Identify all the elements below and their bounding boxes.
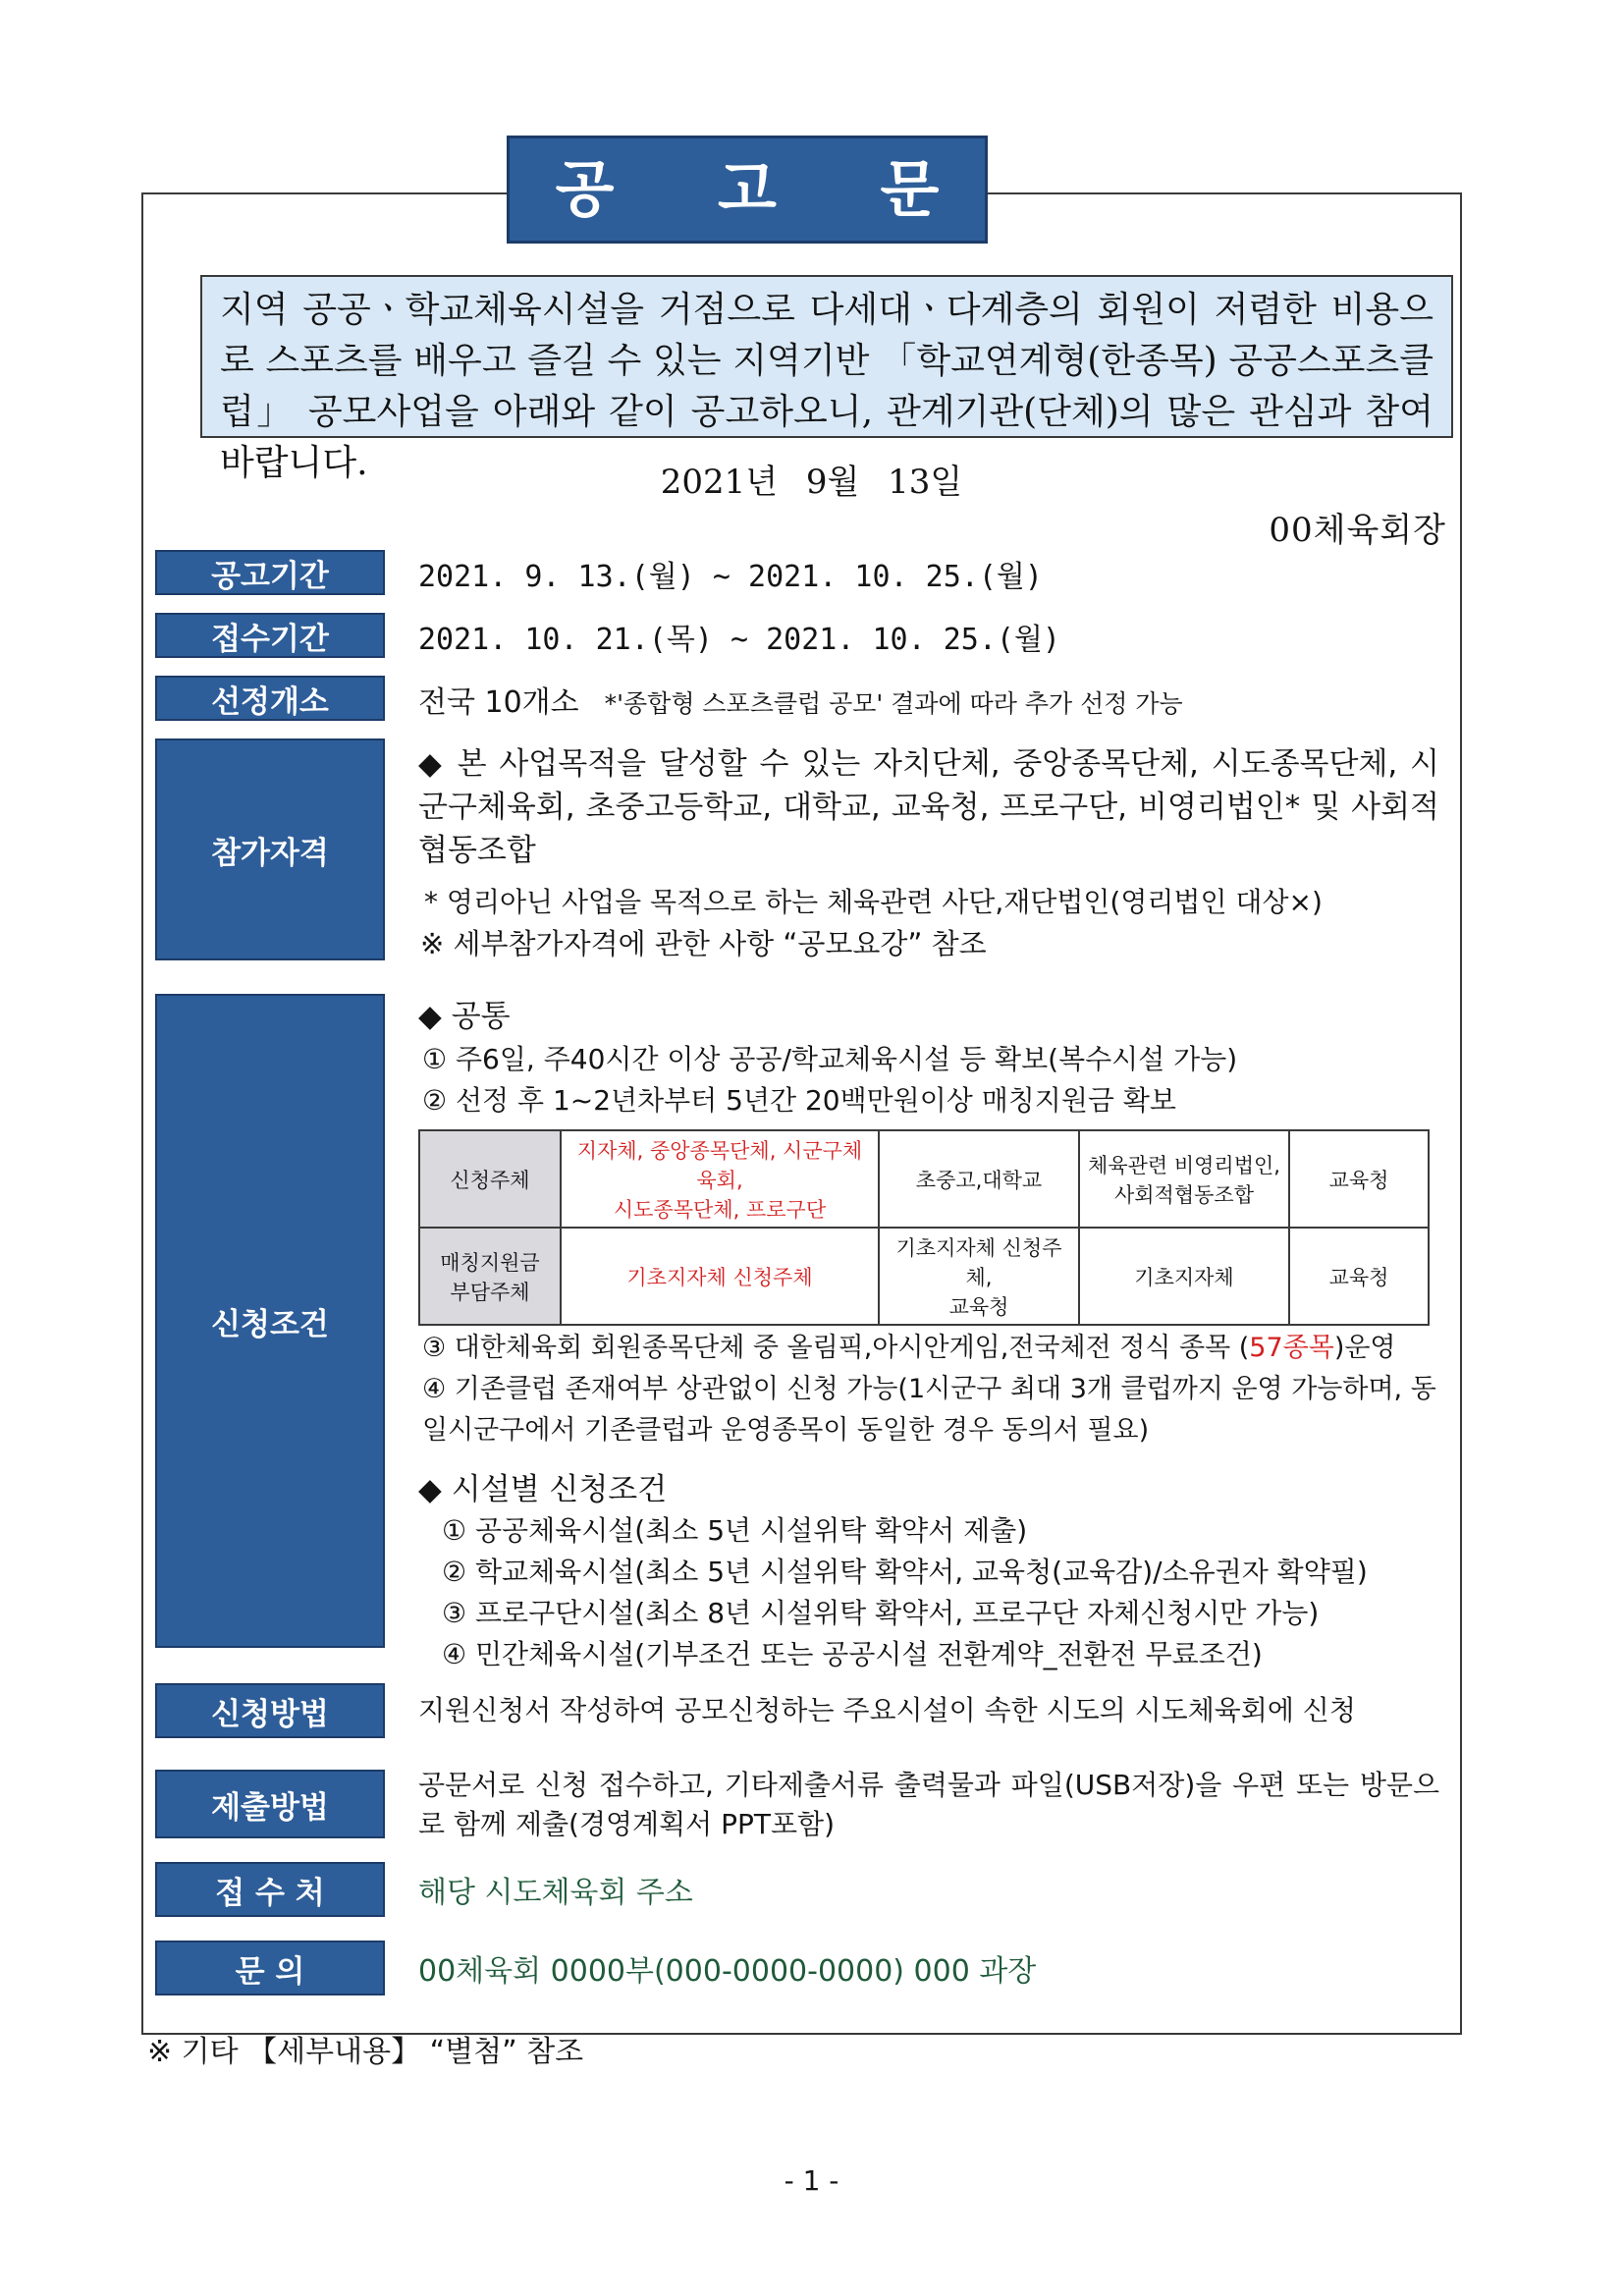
table-cell: 지자체, 중앙종목단체, 시군구체육회, 시도종목단체, 프로구단: [561, 1130, 879, 1228]
page-number: - 1 -: [784, 2164, 839, 2197]
cond3-pre: ③ 대한체육회 회원종목단체 중 올림픽,아시안게임,전국체전 정식 종목 (: [422, 1333, 1250, 1363]
eligibility-note1: * 영리아닌 사업을 목적으로 하는 체육관련 사단,재단법인(영리법인 대상×): [424, 886, 1323, 918]
facility-cond-1: ① 공공체육시설(최소 5년 시설위탁 확약서 제출): [442, 1514, 1028, 1547]
notice-date: 2021년 9월 13일: [660, 463, 963, 502]
label-submit: 제출방법: [155, 1770, 385, 1838]
table-cell: 초중고,대학교: [879, 1130, 1079, 1228]
label-receipt-period: 접수기간: [155, 613, 385, 658]
submit-value: 공문서로 신청 접수하고, 기타제출서류 출력물과 파일(USB저장)을 우편 또는 방문으로 함께 제출(경영계획서 PPT포함): [418, 1769, 1439, 1840]
facility-title: ◆ 시설별 신청조건: [418, 1472, 668, 1507]
table-cell: 기초지자체 신청주체: [561, 1228, 879, 1325]
label-contact: 문 의: [155, 1941, 385, 1995]
label-eligibility: 참가자격: [155, 738, 385, 960]
matching-table: [418, 1129, 1430, 1326]
label-announce-period: 공고기간: [155, 550, 385, 595]
table-cell: 체육관련 비영리법인, 사회적협동조합: [1079, 1130, 1289, 1228]
table-row: [419, 1130, 1429, 1228]
label-method: 신청방법: [155, 1683, 385, 1738]
common-cond-4: ④ 기존클럽 존재여부 상관없이 신청 가능(1시군구 최대 3개 클럽까지 운영 가능하며, 동일시군구에서 기존클럽과 운영종목이 동일한 경우 동의서 필요): [422, 1374, 1436, 1446]
table-cell: 신청주체: [419, 1130, 561, 1228]
cond3-post: )운영: [1333, 1333, 1396, 1363]
contact-value: 00체육회 0000부(000-0000-0000) 000 과장: [418, 1954, 1037, 1989]
announce-period-value: 2021. 9. 13.(월) ~ 2021. 10. 25.(월): [418, 560, 1043, 594]
page-title: 공 고 문: [507, 136, 988, 244]
facility-cond-2: ② 학교체육시설(최소 5년 시설위탁 확약서, 교육청(교육감)/소유권자 확약필): [442, 1556, 1368, 1588]
table-row: [419, 1228, 1429, 1325]
method-value: 지원신청서 작성하여 공모신청하는 주요시설이 속한 시도의 시도체육회에 신청: [418, 1694, 1356, 1726]
table-cell: 교육청: [1289, 1228, 1429, 1325]
issuer-name: 00체육회장: [1269, 511, 1446, 550]
footnote: ※ 기타 【세부내용】 “별첨” 참조: [147, 2035, 584, 2069]
selection-value: 전국 10개소: [418, 685, 579, 720]
table-cell: 기초지자체: [1079, 1228, 1289, 1325]
label-office: 접 수 처: [155, 1862, 385, 1917]
eligibility-note2: ※ 세부참가자격에 관한 사항 “공모요강” 참조: [420, 927, 987, 960]
table-cell: 매칭지원금 부담주체: [419, 1228, 561, 1325]
label-conditions: 신청조건: [155, 994, 385, 1648]
table-cell: 교육청: [1289, 1130, 1429, 1228]
selection-row: [418, 678, 1183, 721]
table-cell: 기초지자체 신청주체, 교육청: [879, 1228, 1079, 1325]
common-title: ◆ 공통: [418, 999, 511, 1034]
label-selection: 선정개소: [155, 676, 385, 721]
eligibility-main: ◆ 본 사업목적을 달성할 수 있는 자치단체, 중앙종목단체, 시도종목단체, 시군구체육회, 초중고등학교, 대학교, 교육청, 프로구단, 비영리법인* 및 사회적협동조합: [418, 746, 1439, 868]
common-cond-3: [422, 1328, 1396, 1369]
facility-cond-3: ③ 프로구단시설(최소 8년 시설위탁 확약서, 프로구단 자체신청시만 가능): [442, 1597, 1320, 1629]
common-cond-2: ② 선정 후 1~2년차부터 5년간 20백만원이상 매칭지원금 확보: [422, 1084, 1176, 1117]
cond3-highlight: 57종목: [1249, 1333, 1334, 1363]
selection-note: *'종합형 스포츠클럽 공모' 결과에 따라 추가 선정 가능: [604, 689, 1183, 718]
common-cond-1: ① 주6일, 주40시간 이상 공공/학교체육시설 등 확보(복수시설 가능): [422, 1043, 1238, 1075]
office-value: 해당 시도체육회 주소: [418, 1876, 693, 1910]
receipt-period-value: 2021. 10. 21.(목) ~ 2021. 10. 25.(월): [418, 623, 1060, 657]
facility-cond-4: ④ 민간체육시설(기부조건 또는 공공시설 전환계약_전환전 무료조건): [442, 1638, 1263, 1670]
intro-box: 지역 공공ㆍ학교체육시설을 거점으로 다세대ㆍ다계층의 회원이 저렴한 비용으로 스포츠를 배우고 즐길 수 있는 지역기반 「학교연계형(한종목) 공공스포츠클럽」 공모사업을 아래와 같이 공고하오니, 관계기관(단체)의 많은 관심과 참여 바랍니다.: [200, 275, 1453, 438]
